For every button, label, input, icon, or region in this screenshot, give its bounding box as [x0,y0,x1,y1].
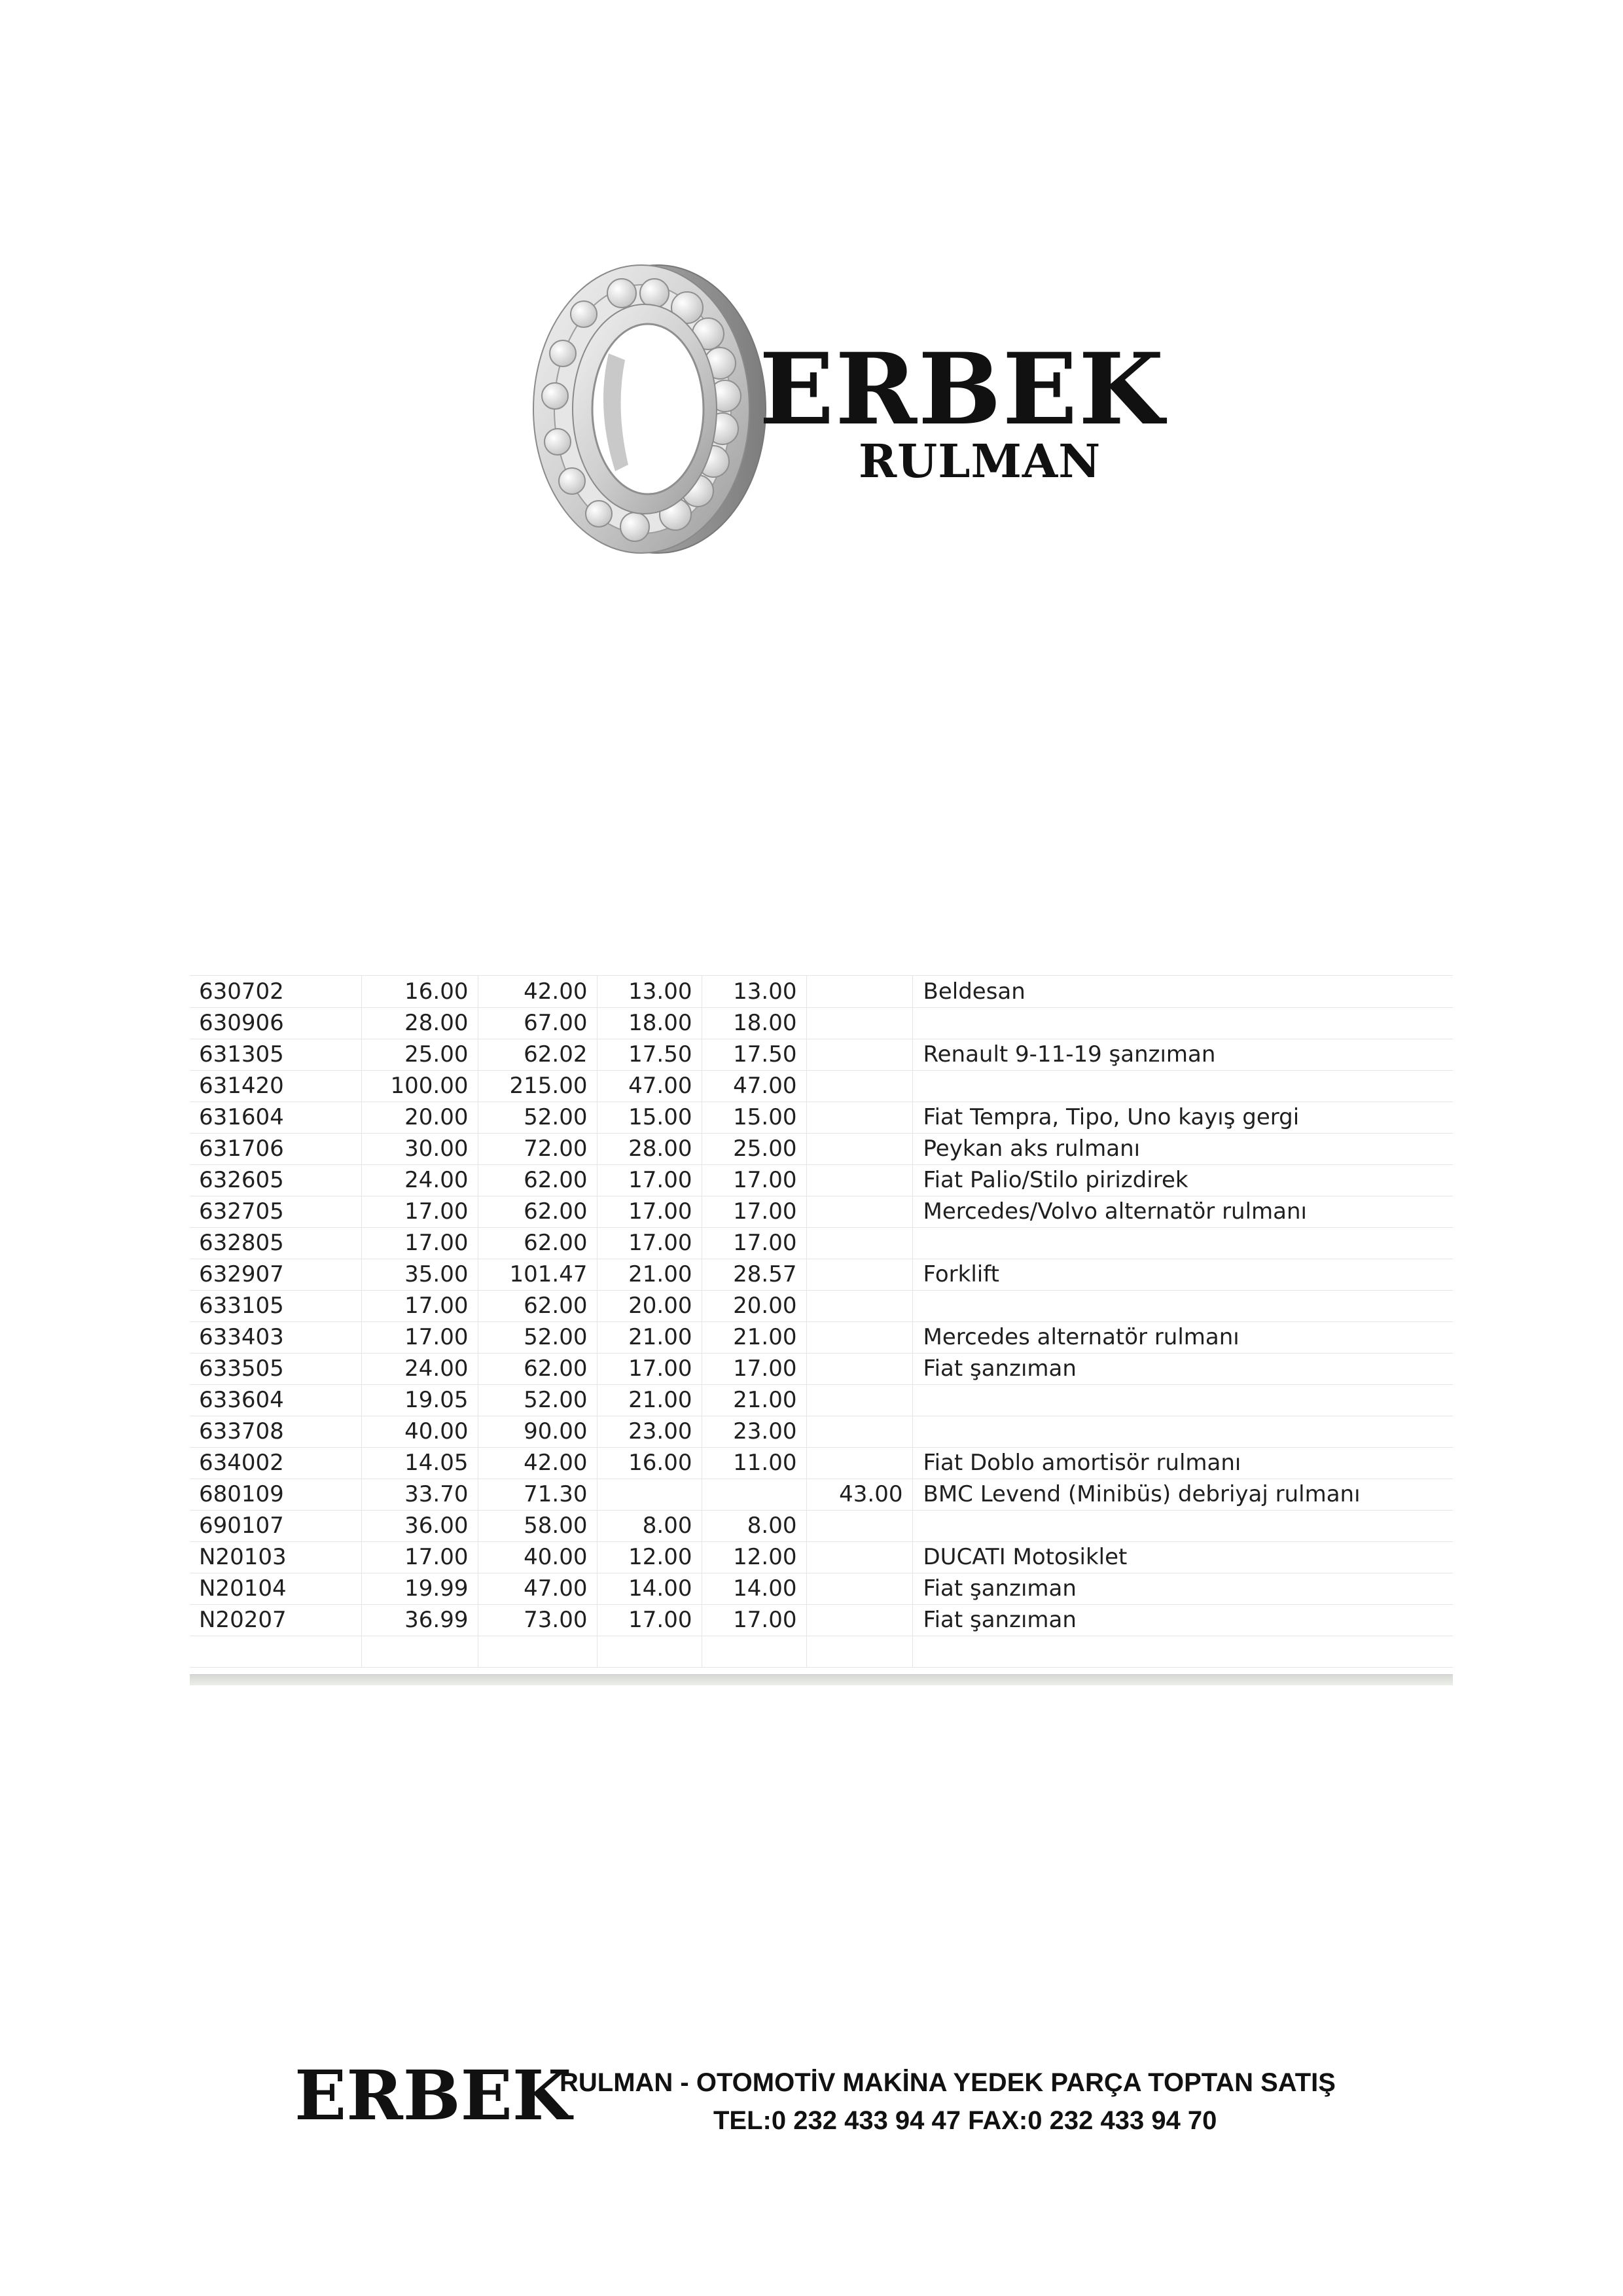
cell-inner-diameter: 36.99 [361,1604,478,1636]
cell-description [912,1290,1453,1321]
cell-description [912,1384,1453,1416]
cell-description [912,1070,1453,1102]
cell-width-2: 14.00 [702,1573,806,1604]
cell-description [912,1227,1453,1259]
cell-extra [806,1321,912,1353]
cell-extra [806,1227,912,1259]
bearing-table [190,975,1453,1668]
cell-code [190,1636,361,1667]
cell-extra [806,1039,912,1070]
table-row [190,1636,1453,1667]
cell-extra [806,1102,912,1133]
cell-width: 14.00 [597,1573,702,1604]
cell-code: 690107 [190,1510,361,1541]
table-row [190,1290,1453,1321]
cell-code: N20207 [190,1604,361,1636]
cell-width-2: 18.00 [702,1007,806,1039]
table-row [190,1259,1453,1290]
cell-inner-diameter: 40.00 [361,1416,478,1447]
cell-width: 17.00 [597,1196,702,1227]
table-row [190,1604,1453,1636]
cell-description: DUCATI Motosiklet [912,1541,1453,1573]
cell-description: Renault 9-11-19 şanzıman [912,1039,1453,1070]
cell-inner-diameter: 19.99 [361,1573,478,1604]
table-row [190,1007,1453,1039]
cell-width-2: 17.50 [702,1039,806,1070]
cell-width-2: 23.00 [702,1416,806,1447]
cell-extra [806,1604,912,1636]
table-row [190,1133,1453,1164]
cell-width: 13.00 [597,976,702,1007]
table-row [190,1416,1453,1447]
cell-extra [806,1007,912,1039]
table-row [190,1479,1453,1510]
cell-code: 633105 [190,1290,361,1321]
cell-description: Fiat şanzıman [912,1604,1453,1636]
cell-width-2: 47.00 [702,1070,806,1102]
cell-width-2: 13.00 [702,976,806,1007]
cell-inner-diameter: 17.00 [361,1227,478,1259]
cell-extra [806,1133,912,1164]
cell-extra [806,1541,912,1573]
cell-width-2: 21.00 [702,1384,806,1416]
cell-description [912,1636,1453,1667]
cell-width-2: 12.00 [702,1541,806,1573]
cell-width-2: 17.00 [702,1164,806,1196]
cell-outer-diameter: 215.00 [478,1070,597,1102]
cell-extra [806,1070,912,1102]
cell-outer-diameter: 58.00 [478,1510,597,1541]
cell-description: Forklift [912,1259,1453,1290]
cell-inner-diameter: 100.00 [361,1070,478,1102]
cell-width: 21.00 [597,1384,702,1416]
cell-code: 633708 [190,1416,361,1447]
table-row [190,1196,1453,1227]
table-row [190,1353,1453,1384]
cell-outer-diameter: 62.00 [478,1164,597,1196]
footer-contact-line: TEL:0 232 433 94 47 FAX:0 232 433 94 70 [713,2106,1217,2135]
cell-extra [806,1164,912,1196]
cell-inner-diameter: 14.05 [361,1447,478,1479]
table-row [190,1102,1453,1133]
cell-extra [806,1259,912,1290]
footer-company-line: RULMAN - OTOMOTİV MAKİNA YEDEK PARÇA TOPTAN SATIŞ [560,2068,1336,2097]
cell-outer-diameter: 42.00 [478,1447,597,1479]
cell-width-2: 28.57 [702,1259,806,1290]
cell-width: 21.00 [597,1259,702,1290]
cell-code: 630702 [190,976,361,1007]
cell-inner-diameter: 17.00 [361,1196,478,1227]
cell-outer-diameter: 52.00 [478,1321,597,1353]
cell-width-2: 15.00 [702,1102,806,1133]
cell-description: Peykan aks rulmanı [912,1133,1453,1164]
cell-outer-diameter: 72.00 [478,1133,597,1164]
cell-inner-diameter: 35.00 [361,1259,478,1290]
cell-description [912,1416,1453,1447]
cell-width-2: 17.00 [702,1353,806,1384]
cell-description: Fiat şanzıman [912,1573,1453,1604]
table-row [190,1510,1453,1541]
table-row [190,1227,1453,1259]
cell-outer-diameter: 62.00 [478,1196,597,1227]
table-row [190,1321,1453,1353]
cell-outer-diameter: 62.00 [478,1290,597,1321]
cell-outer-diameter: 47.00 [478,1573,597,1604]
table-row [190,1164,1453,1196]
cell-width-2: 17.00 [702,1604,806,1636]
cell-inner-diameter: 17.00 [361,1541,478,1573]
table-row [190,1447,1453,1479]
cell-outer-diameter: 90.00 [478,1416,597,1447]
cell-outer-diameter: 62.00 [478,1353,597,1384]
cell-code: 632605 [190,1164,361,1196]
cell-extra [806,1510,912,1541]
logo-brand-text: ERBEK [759,332,1166,447]
cell-code: 631604 [190,1102,361,1133]
cell-description [912,1510,1453,1541]
ball-bearing-icon [517,255,779,569]
cell-extra: 43.00 [806,1479,912,1510]
cell-extra [806,976,912,1007]
cell-outer-diameter: 67.00 [478,1007,597,1039]
cell-extra [806,1416,912,1447]
cell-outer-diameter: 42.00 [478,976,597,1007]
cell-width: 8.00 [597,1510,702,1541]
cell-width-2: 25.00 [702,1133,806,1164]
cell-inner-diameter: 17.00 [361,1321,478,1353]
cell-width: 47.00 [597,1070,702,1102]
cell-width: 17.00 [597,1604,702,1636]
cell-inner-diameter: 24.00 [361,1353,478,1384]
cell-outer-diameter: 52.00 [478,1384,597,1416]
cell-code: 632907 [190,1259,361,1290]
cell-extra [806,1636,912,1667]
cell-code: 633403 [190,1321,361,1353]
cell-inner-diameter: 16.00 [361,976,478,1007]
cell-outer-diameter: 52.00 [478,1102,597,1133]
cell-code: 630906 [190,1007,361,1039]
cell-width-2: 21.00 [702,1321,806,1353]
cell-code: N20104 [190,1573,361,1604]
cell-width-2: 11.00 [702,1447,806,1479]
cell-inner-diameter: 20.00 [361,1102,478,1133]
cell-code: 631305 [190,1039,361,1070]
cell-width: 12.00 [597,1541,702,1573]
cell-inner-diameter: 24.00 [361,1164,478,1196]
table-bottom-bar [190,1674,1453,1685]
cell-width-2: 8.00 [702,1510,806,1541]
cell-width-2: 17.00 [702,1227,806,1259]
cell-description: Fiat Tempra, Tipo, Uno kayış gergi [912,1102,1453,1133]
cell-width-2: 20.00 [702,1290,806,1321]
logo [517,255,1166,569]
cell-width: 16.00 [597,1447,702,1479]
cell-outer-diameter: 40.00 [478,1541,597,1573]
logo-subtitle: RULMAN [859,434,1101,488]
cell-inner-diameter: 25.00 [361,1039,478,1070]
cell-width: 21.00 [597,1321,702,1353]
cell-width: 28.00 [597,1133,702,1164]
cell-width: 15.00 [597,1102,702,1133]
table-row [190,1070,1453,1102]
cell-code: 633505 [190,1353,361,1384]
cell-outer-diameter [478,1636,597,1667]
cell-code: N20103 [190,1541,361,1573]
cell-inner-diameter: 17.00 [361,1290,478,1321]
cell-width: 17.00 [597,1227,702,1259]
cell-width [597,1636,702,1667]
cell-inner-diameter: 33.70 [361,1479,478,1510]
cell-inner-diameter: 28.00 [361,1007,478,1039]
cell-description: Fiat şanzıman [912,1353,1453,1384]
cell-description: Mercedes alternatör rulmanı [912,1321,1453,1353]
cell-inner-diameter: 19.05 [361,1384,478,1416]
cell-code: 632805 [190,1227,361,1259]
cell-description: Beldesan [912,976,1453,1007]
cell-extra [806,1573,912,1604]
footer-brand: ERBEK [294,2055,572,2136]
cell-inner-diameter: 30.00 [361,1133,478,1164]
table-row [190,976,1453,1007]
cell-width [597,1479,702,1510]
cell-extra [806,1447,912,1479]
cell-code: 631706 [190,1133,361,1164]
cell-outer-diameter: 62.02 [478,1039,597,1070]
cell-width-2 [702,1479,806,1510]
cell-inner-diameter: 36.00 [361,1510,478,1541]
cell-extra [806,1384,912,1416]
cell-width: 17.00 [597,1353,702,1384]
cell-width: 17.50 [597,1039,702,1070]
table-row [190,1573,1453,1604]
cell-extra [806,1290,912,1321]
cell-description: Fiat Doblo amortisör rulmanı [912,1447,1453,1479]
cell-code: 631420 [190,1070,361,1102]
cell-code: 632705 [190,1196,361,1227]
cell-inner-diameter [361,1636,478,1667]
table-row [190,1541,1453,1573]
cell-outer-diameter: 71.30 [478,1479,597,1510]
cell-outer-diameter: 62.00 [478,1227,597,1259]
cell-code: 634002 [190,1447,361,1479]
cell-description: BMC Levend (Minibüs) debriyaj rulmanı [912,1479,1453,1510]
cell-width: 20.00 [597,1290,702,1321]
cell-outer-diameter: 101.47 [478,1259,597,1290]
cell-width-2: 17.00 [702,1196,806,1227]
cell-width: 23.00 [597,1416,702,1447]
cell-width: 17.00 [597,1164,702,1196]
cell-outer-diameter: 73.00 [478,1604,597,1636]
cell-description: Mercedes/Volvo alternatör rulmanı [912,1196,1453,1227]
cell-description: Fiat Palio/Stilo pirizdirek [912,1164,1453,1196]
table-row [190,1039,1453,1070]
cell-width-2 [702,1636,806,1667]
cell-code: 633604 [190,1384,361,1416]
cell-extra [806,1353,912,1384]
cell-description [912,1007,1453,1039]
table-row [190,1384,1453,1416]
cell-extra [806,1196,912,1227]
cell-width: 18.00 [597,1007,702,1039]
cell-code: 680109 [190,1479,361,1510]
